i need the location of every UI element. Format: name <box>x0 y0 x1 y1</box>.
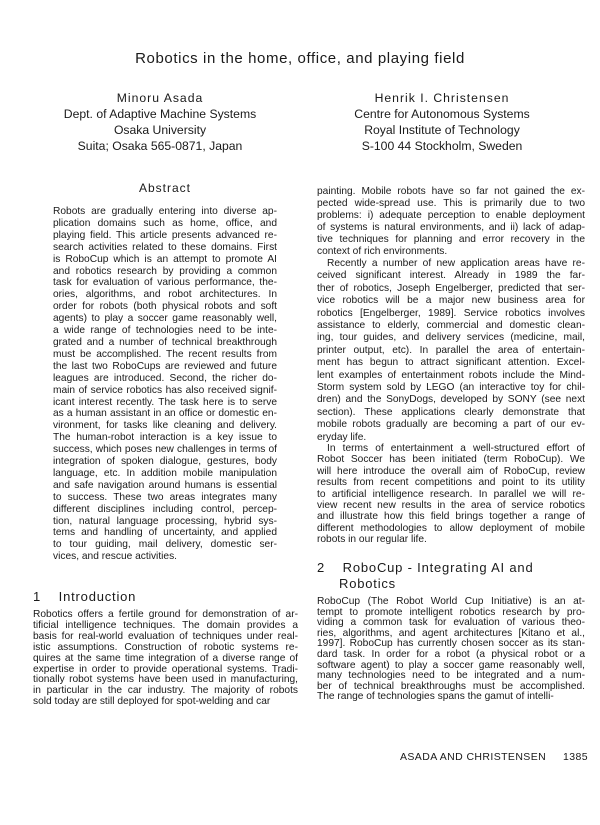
text-line: the last two RoboCups are reviewed and future <box>53 360 277 372</box>
text-line: The human-robot interaction is a key issue to <box>53 432 277 444</box>
introduction-continued-p3 <box>317 443 585 546</box>
text-line: pected wide-spread use. This is primarily due to two <box>317 198 585 209</box>
text-line: search activities related to these domains. First <box>53 241 277 253</box>
text-line: view recent new results in the area of service robotics <box>317 500 585 512</box>
text-line: tive techniques for planning and error recovery in the <box>317 234 585 245</box>
text-line: dard task. In order for a robot (a physical robot or a <box>317 648 585 660</box>
text-line: Robots are gradually entering into diverse ap- <box>53 206 277 217</box>
introduction-body <box>33 610 298 708</box>
text-line: basis for real-world evaluation of techniques under real- <box>33 630 298 642</box>
text-line: different methodologies to allow deployment of mobile <box>317 522 585 534</box>
text-line: tion, natural language processing, hybrid sys- <box>53 515 277 527</box>
text-line: will here introduce the overall aim of RoboCup, review <box>317 465 585 477</box>
text-line: many technologies need to be integrated and a num- <box>317 670 585 682</box>
section-heading-introduction: 1 Introduction <box>33 589 137 604</box>
text-line: plication domains such as home, office, and <box>53 217 277 229</box>
author-name: Minoru Asada <box>116 91 204 105</box>
text-line: order for robots (both physical robots and soft <box>53 301 277 313</box>
text-line: as a human assistant in an office or domestic en- <box>53 408 277 420</box>
introduction-continued-p1 <box>317 186 585 258</box>
text-line: vironment, for tasks like cleaning and delivery. <box>53 420 277 432</box>
text-line: agents) to play a soccer game reasonably well, <box>53 313 277 325</box>
text-line: problems: i) adequate perception to enable deployment <box>317 210 585 221</box>
author-block-1 <box>20 90 300 154</box>
text-line: ries, algorithms, and agent architectures [Kitano et al., <box>317 627 585 639</box>
text-line: lent examples of entertainment robots include the Mind- <box>317 369 585 381</box>
text-line: integration of spoken dialogue, gestures, body <box>53 456 277 468</box>
text-line: ories, algorithms, and robot architectures. In <box>53 289 277 301</box>
text-line: in particular in the car industry. The majority of robots <box>33 685 298 697</box>
text-line: language, etc. In addition mobile manipulation <box>53 467 277 479</box>
text-line: quires at the same time integration of a diverse range of <box>33 652 298 664</box>
text-line: a wide range of technologies need to be inte- <box>53 325 277 337</box>
text-line: ceived significant interest. Already in 1989 the far- <box>317 270 585 282</box>
text-line: tempt to promote intelligent robotics research by pro- <box>317 606 585 618</box>
text-line: playing field. This article presents advanced re- <box>53 229 277 241</box>
text-line: success, which poses new challenges in terms of <box>53 444 277 456</box>
text-line: ment has begun to attract significant attention. Excel- <box>317 357 585 369</box>
text-line: vice robotics will be a major new business area for <box>317 295 585 307</box>
text-line: must be accomplished. The recent results from <box>53 348 277 360</box>
text-line: different disciplines including control, percep- <box>53 503 277 515</box>
text-line: task for evaluation of various performance, the- <box>53 277 277 289</box>
text-line: dren) and the SonyDogs, developed by SONY (see next <box>317 394 585 406</box>
text-line: and safe navigation around humans is essential <box>53 479 277 491</box>
text-line: robots in our regular life. <box>317 534 427 546</box>
text-line: Robotics offers a fertile ground for demonstration of ar- <box>33 609 298 620</box>
text-line: RoboCup (The Robot World Cup Initiative) is an at- <box>317 596 585 607</box>
text-line: context of rich environments. <box>317 246 448 257</box>
text-line: icant interest recently. The task here is to serve <box>53 396 277 408</box>
text-line: ber of technical breakthroughs must be accomplished. <box>317 680 585 692</box>
abstract-body <box>53 206 277 563</box>
text-line: ing, tour guides, and delivery services (medicine, mail, <box>317 332 585 344</box>
text-line: to tour guiding, mail delivery, domestic ser- <box>53 539 277 551</box>
text-line: leagues are introduced. Second, the richer do- <box>53 372 277 384</box>
text-line: assistance to elderly, commercial and domestic clean- <box>317 320 585 332</box>
section-heading-robocup <box>317 560 533 592</box>
text-line: and illustrate how this field brings together a range of <box>317 511 585 523</box>
text-line: grated and a number of technical breakthrough <box>53 336 277 348</box>
text-line: Storm system sold by LEGO (an interactive toy for chil- <box>317 382 585 394</box>
robocup-body <box>317 597 585 703</box>
author-affiliation: Royal Institute of Technology <box>364 123 520 137</box>
author-affiliation: Osaka University <box>113 123 207 137</box>
text-line: software agent) to play a soccer game reasonably well, <box>317 659 585 671</box>
author-affiliation: S-100 44 Stockholm, Sweden <box>361 139 523 153</box>
text-line: main of service robotics has also received signif- <box>53 384 277 396</box>
text-line: The range of technologies spans the gamut of intelli- <box>317 691 554 703</box>
text-line: to artificial intelligence research. In parallel we will re- <box>317 488 585 500</box>
text-line: ther of robotics, Joseph Engelberger, predicted that ser- <box>317 282 585 294</box>
text-line: and robotics research by providing a common <box>53 265 277 277</box>
text-line: printer output, etc). In parallel the area of entertain- <box>317 344 585 356</box>
introduction-continued-p2 <box>317 258 585 444</box>
text-line: vices, and rescue activities. <box>53 551 178 563</box>
text-line: is RoboCup which is an attempt to promote AI <box>53 253 277 265</box>
text-line: viding a common task for evaluation of various theo- <box>317 617 585 629</box>
text-line: sold today are still deployed for spot-welding and car <box>33 696 271 708</box>
text-line: tionally robot systems have been used in manufacturing, <box>33 674 298 686</box>
author-affiliation: Dept. of Adaptive Machine Systems <box>63 107 257 121</box>
text-line: to success. These two areas integrates many <box>53 491 277 503</box>
running-head: ASADA AND CHRISTENSEN <box>400 751 547 763</box>
author-block-2 <box>302 90 582 154</box>
text-line: robotics [Engelberger, 1989]. Service robotics involves <box>317 307 585 319</box>
text-line: tems and handling of uncertainty, and applied <box>53 527 277 539</box>
text-line: Recently a number of new application areas have re- <box>327 258 585 269</box>
text-line: 1997]. RoboCup has currently chosen soccer as its stan- <box>317 638 585 650</box>
author-name: Henrik I. Christensen <box>374 91 510 105</box>
text-line: istic assumptions. Construction of robotic systems re- <box>33 641 298 653</box>
author-affiliation: Suita; Osaka 565-0871, Japan <box>77 139 243 153</box>
author-affiliation: Centre for Autonomous Systems <box>354 107 530 121</box>
paper-title: Robotics in the home, office, and playing field <box>135 50 465 67</box>
text-line: In terms of entertainment a well-structured effort of <box>327 443 585 454</box>
section-heading-line: Robotics <box>339 576 396 591</box>
text-line: mobile robots gradually are becoming a part of our ev- <box>317 419 585 431</box>
abstract-heading: Abstract <box>138 181 191 195</box>
text-line: tificial intelligence techniques. The domain provides a <box>33 619 298 631</box>
text-line: expertise in order to provide operational systems. Tradi- <box>33 663 298 675</box>
text-line: painting. Mobile robots have so far not gained the ex- <box>317 186 585 197</box>
text-line: section). These applications clearly demonstrate that <box>317 406 585 418</box>
section-heading-line: 2 RoboCup - Integrating AI and <box>317 560 534 575</box>
text-line: eryday life. <box>317 431 367 443</box>
page-number: 1385 <box>563 751 588 763</box>
text-line: Robot Soccer has been initiated (term RoboCup). We <box>317 454 585 466</box>
text-line: of systems is natural environments, and ii) lack of adap- <box>317 222 585 233</box>
text-line: results from recent competitions and point to its utility <box>317 477 585 489</box>
